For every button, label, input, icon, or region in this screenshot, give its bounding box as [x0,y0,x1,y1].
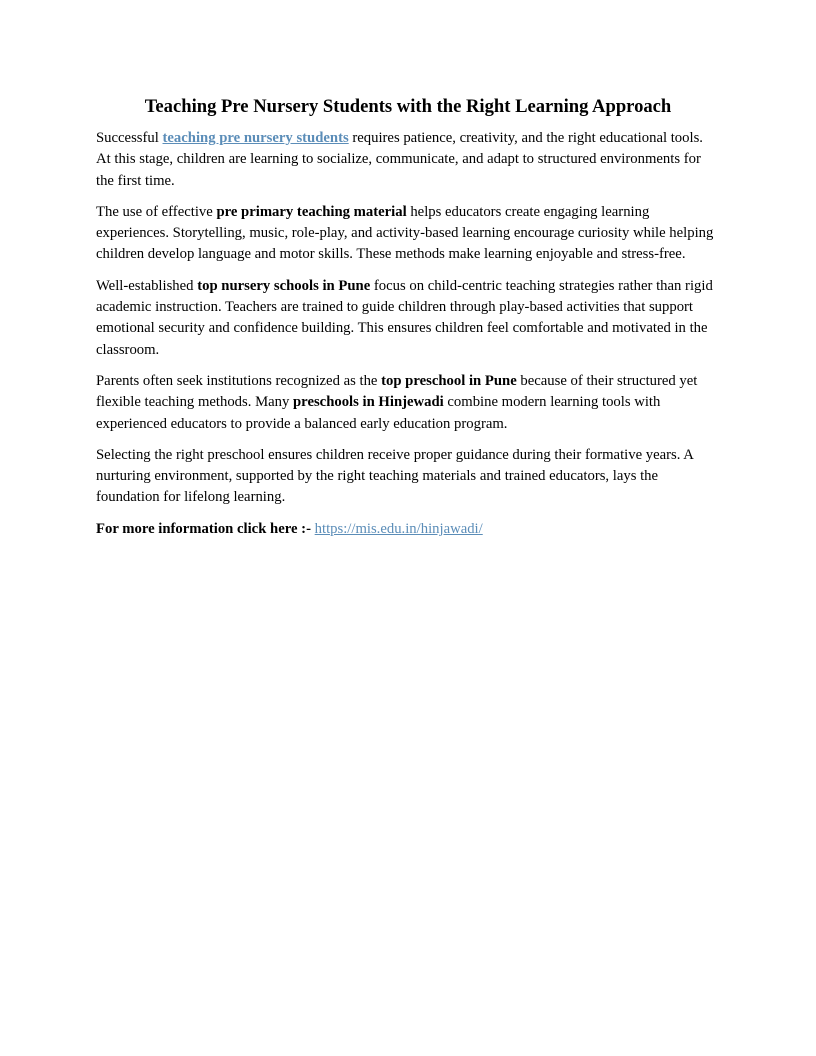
paragraph-4-bold-2: preschools in Hinjewadi [293,394,444,411]
paragraph-4 [96,371,720,435]
paragraph-4-middle: because of their structured yet flexible teaching methods. Many [96,372,698,411]
paragraph-5-text: Selecting the right preschool ensures children receive proper guidance during their formative years. A nurturing environment, supported by the right teaching materials and trained educators, lays the foundation for lifelong learning. [96,446,694,506]
paragraph-4-bold-1: top preschool in Pune [381,372,517,389]
paragraph-2-bold: pre primary teaching material [216,203,407,220]
paragraph-1-rest: requires patience, creativity, and the right educational tools. At this stage, children are learning to socialize, communicate, and adapt to structured environments for the first time. [96,130,703,189]
paragraph-3-intro: Well-established [96,277,198,294]
paragraph-3-bold: top nursery schools in Pune [197,277,371,294]
teaching-pre-nursery-students-link[interactable]: teaching pre nursery students [162,130,349,146]
document-page [96,95,720,550]
paragraph-3-rest: focus on child-centric teaching strategies rather than rigid academic instruction. Teachers are trained to guide children through play-based activities that support emotional security and confidence building. This ensures children feel comfortable and motivated in the classroom. [96,277,713,358]
paragraph-5 [96,445,720,509]
hinjawadi-url-link[interactable]: https://mis.edu.in/hinjawadi/ [314,520,483,537]
paragraph-4-rest: combine modern learning tools with experienced educators to provide a balanced early education program. [96,394,661,432]
paragraph-2-intro: The use of effective [96,203,217,220]
paragraph-1-intro: Successful [96,130,163,146]
paragraph-2 [96,202,720,266]
more-info-paragraph [96,519,720,540]
paragraph-1 [96,128,720,192]
more-info-label: For more information click here :- [96,520,311,537]
paragraph-2-rest: helps educators create engaging learning experiences. Storytelling, music, role-play, and activity-based learning encourage curiosity while helping children develop language and motor skills. These methods make learning enjoyable and stress-free. [96,203,714,263]
paragraph-4-intro: Parents often seek institutions recognized as the [96,372,382,389]
page-title: Teaching Pre Nursery Students with the Right Learning Approach [144,96,672,117]
paragraph-3 [96,276,720,361]
